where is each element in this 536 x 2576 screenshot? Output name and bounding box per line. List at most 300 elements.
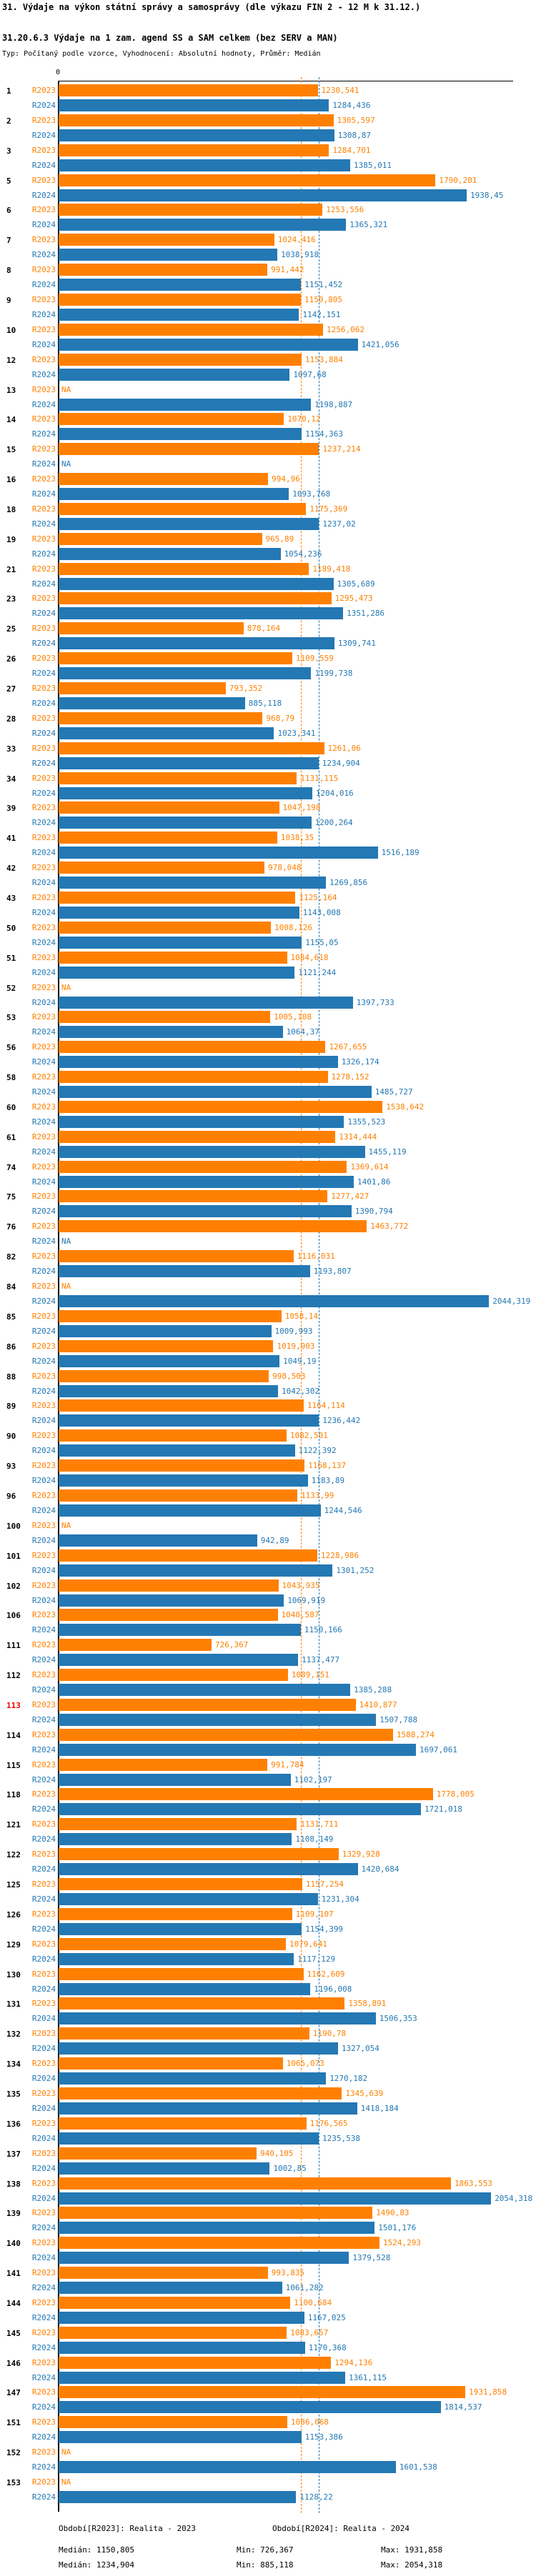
bar-row-r2023	[0, 892, 536, 904]
bar-row-r2024	[0, 1803, 536, 1815]
bar-row-r2024	[0, 578, 536, 590]
indicator-meta: Typ: Počítaný podle vzorce, Vyhodnocení: Absolutní hodnoty, Průměr: Medián	[2, 50, 321, 58]
value-label-r2023: 1008,126	[274, 922, 312, 932]
chart-row-group	[0, 1848, 536, 1875]
row-id-label: 7	[6, 236, 11, 246]
bar-r2023	[59, 1041, 325, 1053]
series-label-r2023: R2023	[31, 654, 56, 664]
series-label-r2024: R2024	[31, 2074, 56, 2084]
bar-r2023	[59, 1101, 382, 1113]
bar-row-r2024	[0, 2042, 536, 2055]
x-axis-zero-tick-label: 0	[56, 69, 61, 76]
row-id-label: 76	[6, 1222, 16, 1232]
value-label-r2024: 1054,236	[284, 549, 322, 559]
value-label-r2024: 942,89	[260, 1535, 289, 1545]
value-label-r2023: 1047,198	[282, 803, 321, 813]
chart-row-group	[0, 1041, 536, 1068]
bar-r2024	[59, 1923, 302, 1935]
row-id-label: 1	[6, 86, 11, 96]
series-label-r2023: R2023	[31, 1252, 56, 1262]
bar-r2023	[59, 1579, 279, 1592]
series-label-r2024: R2024	[31, 2014, 56, 2024]
bar-row-r2023	[0, 1220, 536, 1232]
bar-row-r2024	[0, 279, 536, 291]
bar-r2024	[59, 518, 319, 530]
row-id-label: 151	[6, 2418, 21, 2428]
series-label-r2023: R2023	[31, 1132, 56, 1142]
series-label-r2024: R2024	[31, 2432, 56, 2442]
bar-row-r2023	[0, 772, 536, 784]
row-id-label: 134	[6, 2060, 21, 2070]
series-label-r2023: R2023	[31, 982, 56, 992]
bar-r2023	[59, 234, 274, 246]
row-id-label: 27	[6, 684, 16, 694]
bar-row-r2024	[0, 309, 536, 321]
bar-row-r2024	[0, 967, 536, 979]
bar-row-r2024	[0, 1056, 536, 1068]
bar-r2024	[59, 1624, 301, 1636]
legend-max-r2024: Max: 2054,318	[381, 2560, 443, 2570]
series-label-r2023: R2023	[31, 743, 56, 753]
series-label-r2023: R2023	[31, 2357, 56, 2367]
bar-row-r2024	[0, 1086, 536, 1098]
row-id-label: 100	[6, 1521, 21, 1531]
chart-row-group	[0, 2057, 536, 2085]
series-label-r2023: R2023	[31, 1401, 56, 1411]
bar-r2023	[59, 533, 262, 545]
row-id-label: 52	[6, 983, 16, 993]
value-label-r2023: 1175,369	[309, 504, 348, 514]
value-label-r2023: 1294,136	[334, 2357, 373, 2367]
series-label-r2024: R2024	[31, 2283, 56, 2293]
bar-row-r2023	[0, 652, 536, 664]
chart-row-group	[0, 2027, 536, 2055]
bar-row-r2024	[0, 2431, 536, 2443]
bar-row-r2023	[0, 952, 536, 964]
series-label-r2023: R2023	[31, 713, 56, 723]
value-label-r2023: 1086,068	[290, 2417, 329, 2427]
value-label-r2024: 1284,436	[332, 101, 371, 110]
bar-r2024	[59, 937, 302, 949]
chart-row-group	[0, 2357, 536, 2384]
bar-row-r2023	[0, 1639, 536, 1651]
bar-r2023	[59, 2117, 307, 2130]
na-label-r2023: NA	[61, 982, 71, 992]
bar-row-r2024	[0, 2192, 536, 2205]
chart-row-group	[0, 1997, 536, 2025]
series-label-r2023: R2023	[31, 1729, 56, 1739]
chart-row-group	[0, 1878, 536, 1905]
value-label-r2023: 1863,553	[455, 2178, 492, 2188]
value-label-r2023: 1131,711	[300, 1819, 339, 1829]
bar-r2024	[59, 548, 281, 560]
bar-row-r2024	[0, 2461, 536, 2473]
bar-row-r2024	[0, 1714, 536, 1726]
series-label-r2023: R2023	[31, 324, 56, 334]
bar-row-r2023	[0, 1340, 536, 1352]
bar-r2024	[59, 1953, 294, 1965]
bar-r2024	[59, 1265, 310, 1277]
bar-row-r2024	[0, 2252, 536, 2264]
series-label-r2024: R2024	[31, 1147, 56, 1157]
value-label-r2024: 1418,184	[360, 2103, 399, 2113]
value-label-r2023: 1084,618	[290, 952, 329, 962]
bar-row-r2023	[0, 84, 536, 96]
bar-r2023	[59, 1489, 297, 1502]
series-label-r2023: R2023	[31, 624, 56, 634]
value-label-r2023: 1237,214	[322, 444, 361, 454]
series-label-r2024: R2024	[31, 1177, 56, 1187]
bar-row-r2024	[0, 1564, 536, 1577]
chart-row-group	[0, 2087, 536, 2115]
legend-max-r2023: Max: 1931,858	[381, 2545, 443, 2555]
bar-row-r2024	[0, 249, 536, 261]
bar-r2023	[59, 1429, 287, 1442]
bar-row-r2024	[0, 1594, 536, 1607]
series-label-r2023: R2023	[31, 2178, 56, 2188]
chart-row-group	[0, 2476, 536, 2503]
value-label-r2024: 885,118	[248, 699, 282, 708]
series-label-r2023: R2023	[31, 1580, 56, 1590]
bar-r2023	[59, 742, 324, 754]
bar-r2023	[59, 1908, 292, 1920]
chart-row-group	[0, 324, 536, 351]
bar-r2023	[59, 652, 292, 664]
value-label-r2023: 1162,609	[307, 1969, 345, 1979]
bar-row-r2023	[0, 1489, 536, 1502]
value-label-r2023: 1314,444	[339, 1132, 377, 1142]
bar-r2024	[59, 428, 302, 440]
series-label-r2023: R2023	[31, 205, 56, 215]
value-label-r2023: 1228,986	[321, 1550, 359, 1560]
chart-row-group	[0, 234, 536, 261]
chart-row-group	[0, 712, 536, 739]
bar-row-r2024	[0, 428, 536, 440]
bar-r2023	[59, 1788, 433, 1800]
bar-r2024	[59, 339, 358, 351]
series-label-r2023: R2023	[31, 1789, 56, 1799]
value-label-r2024: 1938,45	[470, 190, 504, 200]
bar-row-r2024	[0, 339, 536, 351]
series-label-r2024: R2024	[31, 2223, 56, 2233]
na-label-r2024: NA	[61, 1237, 71, 1247]
row-id-label: 5	[6, 176, 11, 186]
chart-row-group	[0, 862, 536, 889]
value-label-r2024: 1093,768	[292, 489, 331, 499]
value-label-r2023: 1278,152	[331, 1072, 369, 1082]
bar-row-r2023	[0, 2057, 536, 2070]
bar-r2024	[59, 1983, 310, 1995]
bar-r2023	[59, 503, 306, 515]
value-label-r2024: 1142,151	[302, 309, 341, 319]
bar-r2023	[59, 2297, 290, 2309]
bar-r2023	[59, 2027, 309, 2040]
chart-row-group	[0, 1968, 536, 1995]
bar-r2024	[59, 787, 312, 799]
series-label-r2023: R2023	[31, 444, 56, 454]
value-label-r2024: 1199,738	[314, 669, 353, 679]
series-label-r2023: R2023	[31, 1490, 56, 1500]
bar-row-r2023	[0, 712, 536, 724]
bar-row-r2023	[0, 1519, 536, 1532]
chart-row-group	[0, 1429, 536, 1457]
bar-r2024	[59, 219, 346, 231]
bar-row-r2023	[0, 114, 536, 126]
series-label-r2024: R2024	[31, 2163, 56, 2173]
bar-row-r2024	[0, 1654, 536, 1666]
chart-row-group	[0, 2386, 536, 2413]
bar-row-r2023	[0, 1609, 536, 1621]
chart-row-group	[0, 1399, 536, 1427]
series-label-r2024: R2024	[31, 609, 56, 619]
bar-r2023	[59, 1011, 270, 1023]
value-label-r2024: 1137,477	[302, 1655, 340, 1665]
value-label-r2023: 726,367	[214, 1640, 249, 1650]
value-label-r2023: 1038,35	[280, 833, 314, 843]
row-id-label: 118	[6, 1790, 21, 1800]
series-label-r2024: R2024	[31, 1326, 56, 1336]
bar-r2023	[59, 2357, 331, 2369]
value-label-r2024: 1244,546	[324, 1505, 362, 1515]
bar-row-r2024	[0, 2372, 536, 2384]
value-label-r2024: 1270,182	[329, 2074, 368, 2084]
value-label-r2024: 1151,452	[304, 280, 343, 290]
series-label-r2023: R2023	[31, 2387, 56, 2397]
value-label-r2023: 1153,884	[304, 354, 343, 364]
bar-r2023	[59, 832, 277, 844]
bar-row-r2024	[0, 1893, 536, 1905]
bar-row-r2023	[0, 862, 536, 874]
series-label-r2023: R2023	[31, 803, 56, 813]
bar-row-r2024	[0, 2132, 536, 2145]
bar-r2023	[59, 1310, 282, 1322]
value-label-r2024: 1365,321	[349, 220, 388, 230]
value-label-r2023: 1133,99	[301, 1490, 334, 1500]
bar-row-r2024	[0, 2222, 536, 2234]
value-label-r2024: 2054,318	[495, 2193, 533, 2203]
value-label-r2024: 1397,733	[356, 997, 394, 1007]
bar-row-r2024	[0, 1444, 536, 1457]
series-label-r2023: R2023	[31, 2327, 56, 2337]
bar-r2023	[59, 2057, 283, 2070]
series-label-r2023: R2023	[31, 384, 56, 394]
series-label-r2024: R2024	[31, 818, 56, 828]
row-id-label: 28	[6, 714, 16, 724]
row-id-label: 14	[6, 415, 16, 425]
chart-row-group	[0, 563, 536, 590]
value-label-r2023: 1284,701	[332, 145, 371, 155]
bar-r2023	[59, 1699, 356, 1711]
value-label-r2024: 1301,252	[336, 1565, 374, 1575]
value-label-r2023: 1109,559	[295, 654, 334, 664]
chart-row-group	[0, 922, 536, 949]
bar-r2024	[59, 1086, 372, 1098]
bar-row-r2023	[0, 1968, 536, 1980]
series-label-r2024: R2024	[31, 220, 56, 230]
chart-row-group	[0, 144, 536, 171]
bar-row-r2023	[0, 2207, 536, 2219]
bar-r2024	[59, 1803, 421, 1815]
bar-r2024	[59, 2342, 305, 2354]
bar-row-r2024	[0, 757, 536, 769]
series-label-r2024: R2024	[31, 699, 56, 708]
bar-row-r2024	[0, 1953, 536, 1965]
bar-r2023	[59, 772, 297, 784]
bar-row-r2023	[0, 1041, 536, 1053]
bar-r2024	[59, 1833, 292, 1845]
bar-r2023	[59, 1968, 304, 1980]
series-label-r2023: R2023	[31, 1640, 56, 1650]
bar-r2023	[59, 682, 226, 694]
value-label-r2024: 1516,189	[381, 848, 420, 858]
chart-row-group	[0, 1818, 536, 1845]
chart-row-group	[0, 652, 536, 679]
series-label-r2024: R2024	[31, 997, 56, 1007]
bar-r2023	[59, 1639, 212, 1651]
series-label-r2023: R2023	[31, 294, 56, 304]
bar-r2023	[59, 1938, 286, 1950]
value-label-r2024: 1064,37	[286, 1027, 319, 1037]
bar-row-r2024	[0, 2491, 536, 2503]
series-label-r2024: R2024	[31, 1984, 56, 1994]
chart-row-group	[0, 952, 536, 979]
series-label-r2024: R2024	[31, 1804, 56, 1814]
row-id-label: 122	[6, 1850, 21, 1860]
value-label-r2023: 1463,772	[370, 1222, 409, 1232]
series-label-r2024: R2024	[31, 399, 56, 409]
bar-r2023	[59, 862, 264, 874]
chart-row-group	[0, 1908, 536, 1935]
chart-row-group	[0, 443, 536, 470]
bar-row-r2024	[0, 1863, 536, 1875]
value-label-r2024: 1204,016	[315, 788, 354, 798]
bar-row-r2023	[0, 2177, 536, 2190]
bar-row-r2023	[0, 2476, 536, 2488]
bar-r2023	[59, 1549, 317, 1562]
bar-row-r2023	[0, 682, 536, 694]
series-label-r2024: R2024	[31, 429, 56, 439]
bar-r2024	[59, 2192, 491, 2205]
bar-row-r2023	[0, 2147, 536, 2160]
series-label-r2023: R2023	[31, 1042, 56, 1052]
series-label-r2024: R2024	[31, 309, 56, 319]
series-label-r2024: R2024	[31, 489, 56, 499]
value-label-r2023: 1168,137	[308, 1461, 347, 1471]
chart-row-group	[0, 84, 536, 111]
row-id-label: 39	[6, 804, 16, 814]
row-id-label: 126	[6, 1909, 21, 1919]
chart-row-group	[0, 1310, 536, 1337]
bar-row-r2023	[0, 742, 536, 754]
row-id-label: 8	[6, 266, 11, 276]
bar-row-r2024	[0, 1504, 536, 1517]
series-label-r2023: R2023	[31, 474, 56, 484]
series-label-r2024: R2024	[31, 1954, 56, 1964]
series-label-r2024: R2024	[31, 190, 56, 200]
series-label-r2024: R2024	[31, 728, 56, 738]
series-label-r2024: R2024	[31, 339, 56, 349]
chart-row-group	[0, 174, 536, 201]
value-label-r2024: 1170,368	[308, 2342, 347, 2352]
bar-r2024	[59, 249, 277, 261]
chart-row-group	[0, 2327, 536, 2354]
series-label-r2023: R2023	[31, 2477, 56, 2487]
value-label-r2023: 1109,107	[295, 1909, 334, 1919]
bar-row-r2024	[0, 667, 536, 679]
bar-r2023	[59, 1399, 304, 1412]
series-label-r2023: R2023	[31, 1550, 56, 1560]
row-id-label: 93	[6, 1462, 16, 1472]
series-label-r2023: R2023	[31, 1670, 56, 1680]
bar-row-r2023	[0, 1669, 536, 1681]
bar-row-r2024	[0, 1534, 536, 1547]
series-label-r2024: R2024	[31, 579, 56, 589]
series-label-r2024: R2024	[31, 1446, 56, 1456]
bar-row-r2023	[0, 1190, 536, 1202]
chart-row-group	[0, 2297, 536, 2324]
bar-r2024	[59, 1146, 365, 1158]
bar-row-r2024	[0, 637, 536, 649]
bar-row-r2024	[0, 1414, 536, 1427]
bar-row-r2023	[0, 264, 536, 276]
series-label-r2024: R2024	[31, 2133, 56, 2143]
bar-r2024	[59, 1026, 283, 1038]
bar-row-r2023	[0, 1699, 536, 1711]
bar-r2024	[59, 2042, 338, 2055]
series-label-r2024: R2024	[31, 1476, 56, 1486]
na-label-r2023: NA	[61, 1282, 71, 1291]
bar-row-r2023	[0, 1310, 536, 1322]
row-id-label: 25	[6, 624, 16, 634]
value-label-r2023: 1329,928	[342, 1849, 380, 1859]
bar-r2024	[59, 488, 289, 500]
series-label-r2024: R2024	[31, 1655, 56, 1665]
na-label-r2023: NA	[61, 2447, 71, 2457]
bar-row-r2023	[0, 1759, 536, 1771]
bar-row-r2023	[0, 1131, 536, 1143]
bar-r2023	[59, 1071, 328, 1083]
bar-r2024	[59, 967, 294, 979]
bar-r2023	[59, 2327, 287, 2339]
series-label-r2023: R2023	[31, 1699, 56, 1709]
value-label-r2023: 1189,418	[312, 564, 351, 574]
bar-row-r2024	[0, 1205, 536, 1217]
row-id-label: 140	[6, 2239, 21, 2249]
bar-r2024	[59, 129, 334, 141]
value-label-r2024: 1401,86	[357, 1177, 391, 1187]
bar-row-r2023	[0, 413, 536, 425]
bar-row-r2024	[0, 1116, 536, 1128]
bar-row-r2024	[0, 607, 536, 619]
value-label-r2023: 1024,416	[277, 235, 316, 245]
bar-row-r2023	[0, 1938, 536, 1950]
row-id-label: 26	[6, 654, 16, 664]
chart-row-group	[0, 1639, 536, 1666]
row-id-label: 42	[6, 864, 16, 874]
value-label-r2023: 968,79	[266, 713, 295, 723]
series-label-r2024: R2024	[31, 1087, 56, 1097]
series-label-r2023: R2023	[31, 235, 56, 245]
value-label-r2024: 1121,244	[298, 967, 337, 977]
series-label-r2023: R2023	[31, 863, 56, 873]
value-label-r2023: 1277,427	[331, 1192, 369, 1202]
value-label-r2024: 1485,727	[374, 1087, 413, 1097]
series-label-r2023: R2023	[31, 1520, 56, 1530]
bar-row-r2023	[0, 1399, 536, 1412]
bar-r2024	[59, 1654, 298, 1666]
chart-row-group	[0, 2147, 536, 2175]
series-label-r2023: R2023	[31, 1162, 56, 1172]
